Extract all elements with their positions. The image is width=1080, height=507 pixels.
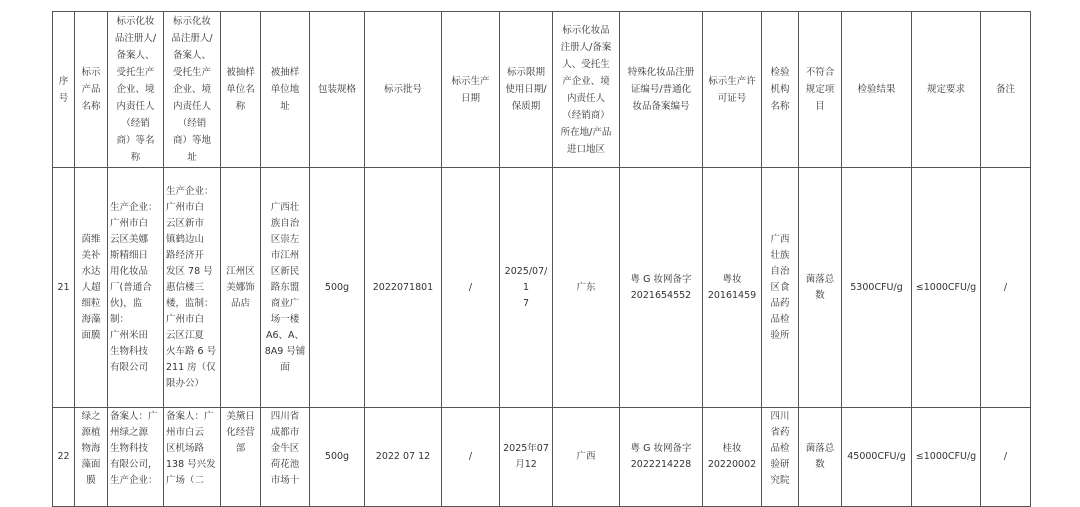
cell-item: 菌落总 数	[799, 168, 842, 408]
cell-registrant: 备案人：广 州绿之源 生物科技 有限公司， 生产企业：	[108, 408, 164, 507]
header-cell-filing-no: 特殊化妆品注册 证编号/普通化 妆品备案编号	[620, 12, 703, 168]
cell-result: 5300CFU/g	[842, 168, 912, 408]
cell-note: /	[981, 408, 1031, 507]
header-cell-registrant: 标示化妆 品注册人/ 备案人、 受托生产 企业、境 内责任人 （经销 商）等名 称	[108, 12, 164, 168]
cell-product: 茵维 美补 水达 人超 细粒 海藻 面膜	[75, 168, 108, 408]
header-cell-result: 检验结果	[842, 12, 912, 168]
header-cell-prod-date: 标示生产 日期	[442, 12, 500, 168]
cell-sampled-unit: 江州区 美娜饰 品店	[221, 168, 261, 408]
header-cell-sampled-address: 被抽样 单位地 址	[261, 12, 310, 168]
cell-filing-no: 粤 G 妆网备字 2021654552	[620, 168, 703, 408]
header-cell-sampled-unit: 被抽样 单位名 称	[221, 12, 261, 168]
header-cell-batch: 标示批号	[365, 12, 442, 168]
cell-requirement: ≤1000CFU/g	[912, 168, 981, 408]
cell-address: 生产企业： 广州市白 云区新市 镇鹤边山 路经济开 发区 78 号 惠信楼三 楼，监制： 广州市白 云区江夏 火车路 6 号 211 房（仅 限办公）	[164, 168, 221, 408]
cell-note: /	[981, 168, 1031, 408]
cell-expiry: 2025年07 月12	[500, 408, 553, 507]
cell-batch: 2022071801	[365, 168, 442, 408]
inspection-results-table	[52, 11, 1031, 507]
header-cell-expiry: 标示限期 使用日期/ 保质期	[500, 12, 553, 168]
header-cell-package: 包装规格	[310, 12, 365, 168]
cell-sampled-unit: 美黛日 化经营 部	[221, 408, 261, 507]
cell-batch: 2022 07 12	[365, 408, 442, 507]
cell-seq: 21	[53, 168, 75, 408]
cell-requirement: ≤1000CFU/g	[912, 408, 981, 507]
cell-lab: 广西 壮族 自治 区食 品药 品检 验所	[762, 168, 799, 408]
header-cell-product: 标示 产品 名称	[75, 12, 108, 168]
cell-sampled-address: 广西壮 族自治 区崇左 市江州 区新民 路东盟 商业广 场一楼 A6、A、 8A9 号铺 面	[261, 168, 310, 408]
table-row	[53, 168, 1031, 408]
table-header-row	[53, 12, 1031, 168]
cell-item: 菌落总 数	[799, 408, 842, 507]
header-cell-license: 标示生产许 可证号	[703, 12, 762, 168]
cell-license: 粤妆 20161459	[703, 168, 762, 408]
cell-region: 广西	[553, 408, 620, 507]
header-cell-lab: 检验 机构 名称	[762, 12, 799, 168]
header-cell-address: 标示化妆 品注册人/ 备案人、 受托生产 企业、境 内责任人 （经销 商）等地 址	[164, 12, 221, 168]
cell-expiry: 2025/07/1 7	[500, 168, 553, 408]
header-cell-region: 标示化妆品 注册人/备案 人、受托生 产企业、境 内责任人 （经销商） 所在地/产品 进口地区	[553, 12, 620, 168]
cell-result: 45000CFU/g	[842, 408, 912, 507]
cell-package: 500g	[310, 168, 365, 408]
cell-registrant: 生产企业： 广州市白 云区美娜 斯精细日 用化妆品 厂(普通合 伙)，监制： 广州米田 生物科技 有限公司	[108, 168, 164, 408]
inspection-results-table-sheet	[52, 11, 1031, 507]
cell-product: 绿之 源植 物海 藻面 膜	[75, 408, 108, 507]
header-cell-requirement: 规定要求	[912, 12, 981, 168]
cell-package: 500g	[310, 408, 365, 507]
cell-prod-date: /	[442, 168, 500, 408]
cell-license: 桂妆 20220002	[703, 408, 762, 507]
header-cell-seq: 序 号	[53, 12, 75, 168]
cell-lab: 四川 省药 品检 验研 究院	[762, 408, 799, 507]
header-cell-item: 不符合 规定项 目	[799, 12, 842, 168]
cell-seq: 22	[53, 408, 75, 507]
table-row	[53, 408, 1031, 507]
cell-sampled-address: 四川省 成都市 金牛区 荷花池 市场十	[261, 408, 310, 507]
cell-region: 广东	[553, 168, 620, 408]
cell-prod-date: /	[442, 408, 500, 507]
cell-filing-no: 粤 G 妆网备字 2022214228	[620, 408, 703, 507]
header-cell-note: 备注	[981, 12, 1031, 168]
cell-address: 备案人：广 州市白云 区机场路 138 号兴发 广场（二	[164, 408, 221, 507]
